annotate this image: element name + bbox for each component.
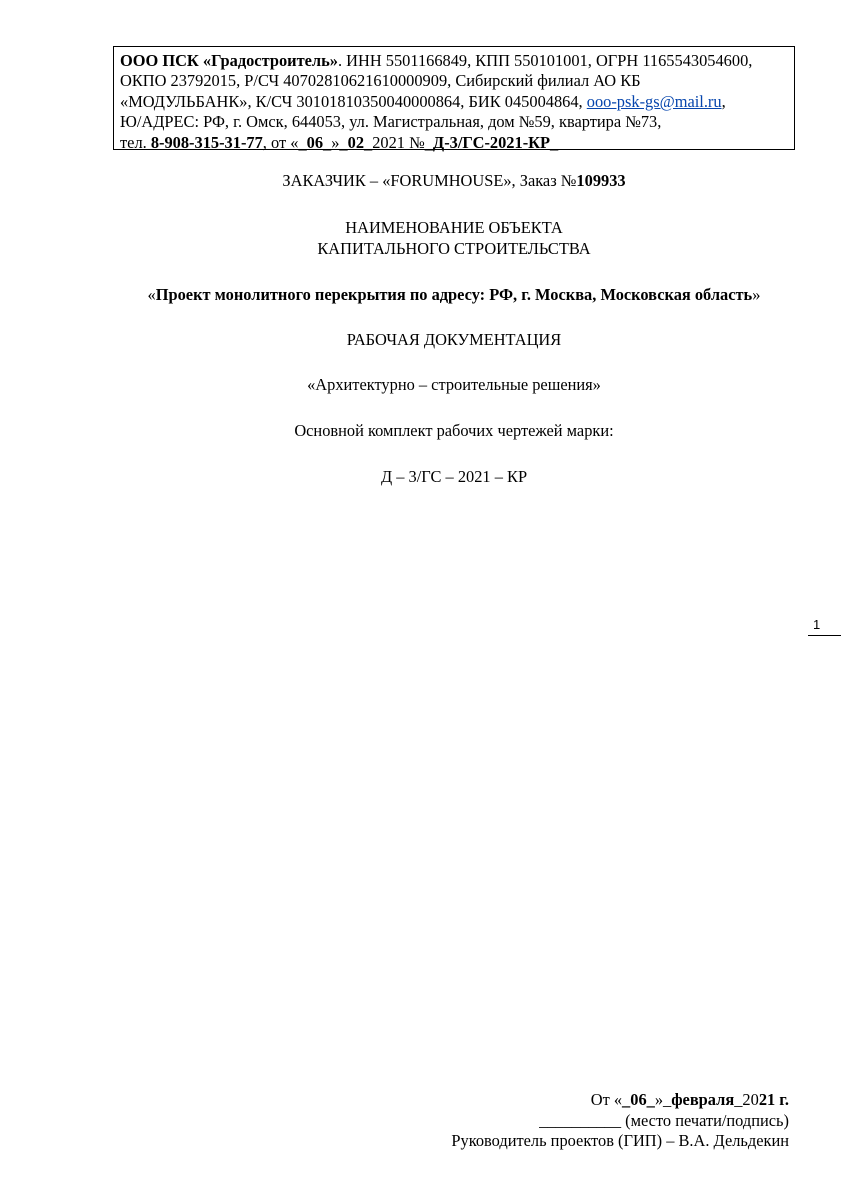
document-number: _Д-3/ГС-2021-КР_ bbox=[424, 132, 559, 152]
object-title-line-2: КАПИТАЛЬНОГО СТРОИТЕЛЬСТВА bbox=[317, 239, 591, 258]
seal-signature-line: __________ (место печати/подпись) bbox=[539, 1110, 789, 1130]
requisites-line-1 bbox=[120, 51, 788, 71]
section-title: «Архитектурно – строительные решения» bbox=[307, 375, 601, 394]
footer-date-month: февраля bbox=[671, 1090, 735, 1109]
project-title: «Проект монолитного перекрытия по адресу: РФ, г. Москва, Московская область» bbox=[147, 285, 761, 304]
page-number: 1 bbox=[808, 617, 841, 636]
email-link[interactable]: ooo-psk-gs@mail.ru bbox=[586, 91, 722, 111]
signer-name: Руководитель проектов (ГИП) – В.А. Дельдекин bbox=[451, 1131, 789, 1150]
requisites-line-4: Ю/АДРЕС: РФ, г. Омск, 644053, ул. Магистральная, дом №59, квартира №73, bbox=[120, 112, 662, 132]
header-date-month: _02_ bbox=[339, 132, 373, 152]
footer-date: От «_06_»_февраля_2021 г. bbox=[590, 1090, 789, 1109]
signature-block bbox=[451, 1090, 789, 1152]
footer-date-year: 21 г. bbox=[758, 1090, 789, 1109]
requisites-line-5: тел. 8-908-315-31-77, от «_06_»_02_2021 №_Д-3/ГС-2021-КР_ bbox=[120, 132, 559, 152]
company-name: ООО ПСК «Градостроитель» bbox=[120, 51, 338, 70]
header-date-day: _06_ bbox=[298, 132, 332, 152]
company-ids: . ИНН 5501166849, КПП 550101001, ОГРН 1165543054600, bbox=[337, 51, 753, 70]
company-requisites-box bbox=[113, 46, 795, 150]
doc-type: РАБОЧАЯ ДОКУМЕНТАЦИЯ bbox=[346, 330, 562, 349]
phone-number: 8-908-315-31-77 bbox=[150, 132, 263, 152]
bank-details: «МОДУЛЬБАНК», К/СЧ 30101810350040000864, БИК 045004864, bbox=[120, 91, 587, 111]
requisites-line-2: ОКПО 23792015, Р/СЧ 40702810621610000909, Сибирский филиал АО КБ bbox=[120, 71, 641, 91]
footer-date-day: _06_ bbox=[622, 1090, 655, 1109]
set-title: Основной комплект рабочих чертежей марки: bbox=[294, 421, 614, 440]
requisites-line-3: «МОДУЛЬБАНК», К/СЧ 30101810350040000864, БИК 045004864, ooo-psk-gs@mail.ru, bbox=[120, 91, 726, 111]
project-name: Проект монолитного перекрытия по адресу: РФ, г. Москва, Московская область bbox=[155, 285, 753, 304]
document-mark: Д – 3/ГС – 2021 – КР bbox=[380, 467, 528, 486]
order-number: 109933 bbox=[576, 171, 626, 190]
object-title-line-1: НАИМЕНОВАНИЕ ОБЪЕКТА bbox=[345, 218, 563, 237]
customer-line: ЗАКАЗЧИК – «FORUMHOUSE», Заказ №109933 bbox=[282, 171, 626, 190]
